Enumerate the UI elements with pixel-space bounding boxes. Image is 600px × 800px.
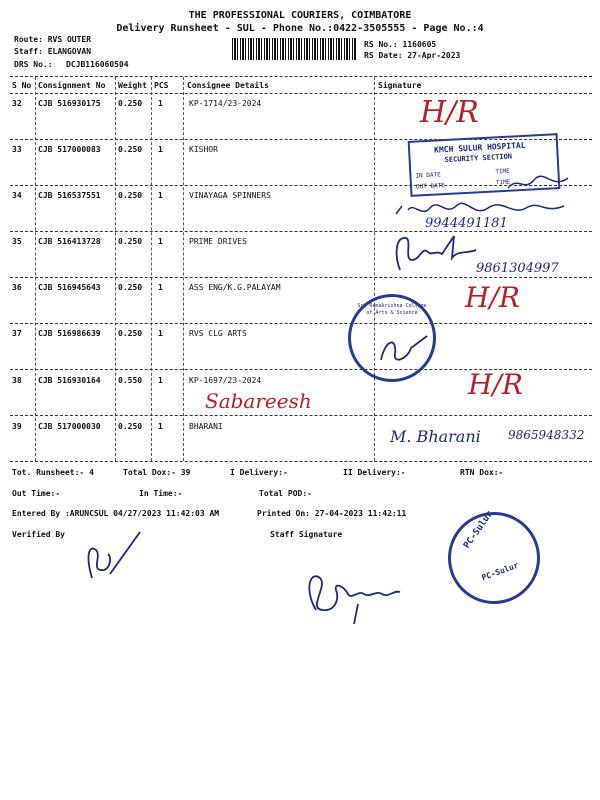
row-consignment: CJB 516986639 — [38, 329, 101, 338]
kmch-out-time: TIME — [495, 178, 511, 187]
divider — [10, 323, 592, 324]
runsheet-subtitle: Delivery Runsheet - SUL - Phone No.:0422-3505555 - Page No.:4 — [116, 23, 484, 34]
printed-on: Printed On: 27-04-2023 11:42:11 — [257, 509, 407, 518]
college-stamp-text: Sri Ramakrishna College of Arts & Science — [357, 303, 427, 316]
row-sno: 37 — [12, 329, 22, 338]
column-separator — [151, 77, 152, 461]
col-header-consignee: Consignee Details — [187, 81, 269, 90]
handwritten-phone-1: 9944491181 — [425, 216, 508, 231]
row-pcs: 1 — [158, 283, 163, 292]
row-weight: 0.550 — [118, 376, 143, 385]
row-pcs: 1 — [158, 237, 163, 246]
total-dox: Total Dox:- 39 — [123, 468, 191, 477]
handwritten-hr-3: H/R — [468, 368, 523, 401]
kmch-in-time: TIME — [495, 167, 510, 176]
row-sno: 39 — [12, 422, 22, 431]
row-sno: 33 — [12, 145, 22, 154]
row-consignee: VINAYAGA SPINNERS — [189, 191, 271, 200]
row-consignment: CJB 516945643 — [38, 283, 101, 292]
row-weight: 0.250 — [118, 283, 143, 292]
row-weight: 0.250 — [118, 422, 143, 431]
row-sno: 36 — [12, 283, 22, 292]
ii-delivery: II Delivery:- — [343, 468, 406, 477]
col-header-signature: Signature — [378, 81, 422, 90]
row-weight: 0.250 — [118, 329, 143, 338]
col-header-sno: S No — [12, 81, 32, 90]
row-weight: 0.250 — [118, 191, 143, 200]
row-sno: 38 — [12, 376, 22, 385]
divider — [10, 76, 592, 77]
out-time: Out Time:- — [12, 489, 61, 498]
col-header-pcs: PCS — [154, 81, 169, 90]
verified-by: Verified By — [12, 530, 65, 539]
handwritten-name-bharani: M. Bharani — [390, 427, 481, 446]
column-separator — [35, 77, 36, 461]
row-pcs: 1 — [158, 99, 163, 108]
row-consignee: PRIME DRIVES — [189, 237, 247, 246]
row-consignee: BHARANI — [189, 422, 223, 431]
row-consignment: CJB 516930164 — [38, 376, 101, 385]
row-consignment: CJB 517000083 — [38, 145, 101, 154]
column-separator — [183, 77, 184, 461]
verifier-signature — [80, 528, 144, 584]
divider — [10, 93, 592, 94]
college-signature — [375, 330, 435, 370]
row-consignment: CJB 516537551 — [38, 191, 101, 200]
pc-sulur-text-2: PC-Sulur — [480, 560, 520, 583]
staff-signature-label: Staff Signature — [270, 530, 343, 539]
company-title: THE PROFESSIONAL COURIERS, COIMBATORE — [188, 10, 412, 21]
row-weight: 0.250 — [118, 237, 143, 246]
row-sno: 34 — [12, 191, 22, 200]
route-label: Route: RVS OUTER — [14, 35, 92, 44]
row-pcs: 1 — [158, 422, 163, 431]
row-consignee: RVS CLG ARTS — [189, 329, 247, 338]
total-runsheet: Tot. Runsheet:- 4 — [12, 468, 94, 477]
handwritten-phone-2: 9861304997 — [476, 261, 559, 276]
row-weight: 0.250 — [118, 145, 143, 154]
row-pcs: 1 — [158, 191, 163, 200]
kmch-in-date: IN DATE — [415, 171, 441, 180]
in-time: In Time:- — [139, 489, 183, 498]
divider — [10, 415, 592, 416]
row-pcs: 1 — [158, 329, 163, 338]
i-delivery: I Delivery:- — [230, 468, 288, 477]
pc-sulur-stamp — [448, 509, 540, 604]
kmch-out-date: OUT DATE — [415, 182, 446, 191]
handwritten-hr-1: H/R — [420, 95, 479, 130]
row-pcs: 1 — [158, 376, 163, 385]
drs-label: DRS No.: — [14, 60, 53, 69]
column-separator — [115, 77, 116, 461]
divider — [10, 231, 592, 232]
col-header-weight: Weight — [118, 81, 147, 90]
divider — [10, 277, 592, 278]
barcode-image — [232, 38, 356, 60]
staff-signature — [300, 560, 410, 632]
kmch-section: SECURITY SECTION — [444, 152, 513, 165]
row-consignment: CJB 516930175 — [38, 99, 101, 108]
divider — [10, 461, 592, 462]
row-consignee: KISHOR — [189, 145, 218, 154]
kmch-title: KMCH SULUR HOSPITAL — [433, 140, 526, 155]
rs-date: RS Date: 27-Apr-2023 — [364, 51, 461, 60]
total-pod: Total POD:- — [259, 489, 312, 498]
entered-by: Entered By :ARUNCSUL 04/27/2023 11:42:03 AM — [12, 509, 220, 518]
staff-label: Staff: ELANGOVAN — [14, 47, 92, 56]
row-consignee: ASS ENG/K.G.PALAYAM — [189, 283, 281, 292]
column-separator — [374, 77, 375, 461]
row-sno: 35 — [12, 237, 22, 246]
pc-sulur-text: PC-Sulur — [462, 509, 496, 551]
row-consignee: KP-1697/23-2024 — [189, 376, 262, 385]
rs-number: RS No.: 1160605 — [364, 40, 437, 49]
handwritten-name-sabareesh: Sabareesh — [205, 389, 312, 413]
kmch-signature — [504, 172, 574, 194]
rtn-dox: RTN Dox:- — [460, 468, 504, 477]
handwritten-phone-3: 9865948332 — [508, 428, 585, 442]
row-consignment: CJB 516413728 — [38, 237, 101, 246]
row-weight: 0.250 — [118, 99, 143, 108]
row-pcs: 1 — [158, 145, 163, 154]
col-header-consignment: Consignment No — [38, 81, 106, 90]
row-consignment: CJB 517000030 — [38, 422, 101, 431]
drs-value: DCJB116060504 — [66, 60, 129, 69]
row-consignee: KP-1714/23-2024 — [189, 99, 262, 108]
row-sno: 32 — [12, 99, 22, 108]
handwritten-hr-2: H/R — [465, 281, 520, 314]
